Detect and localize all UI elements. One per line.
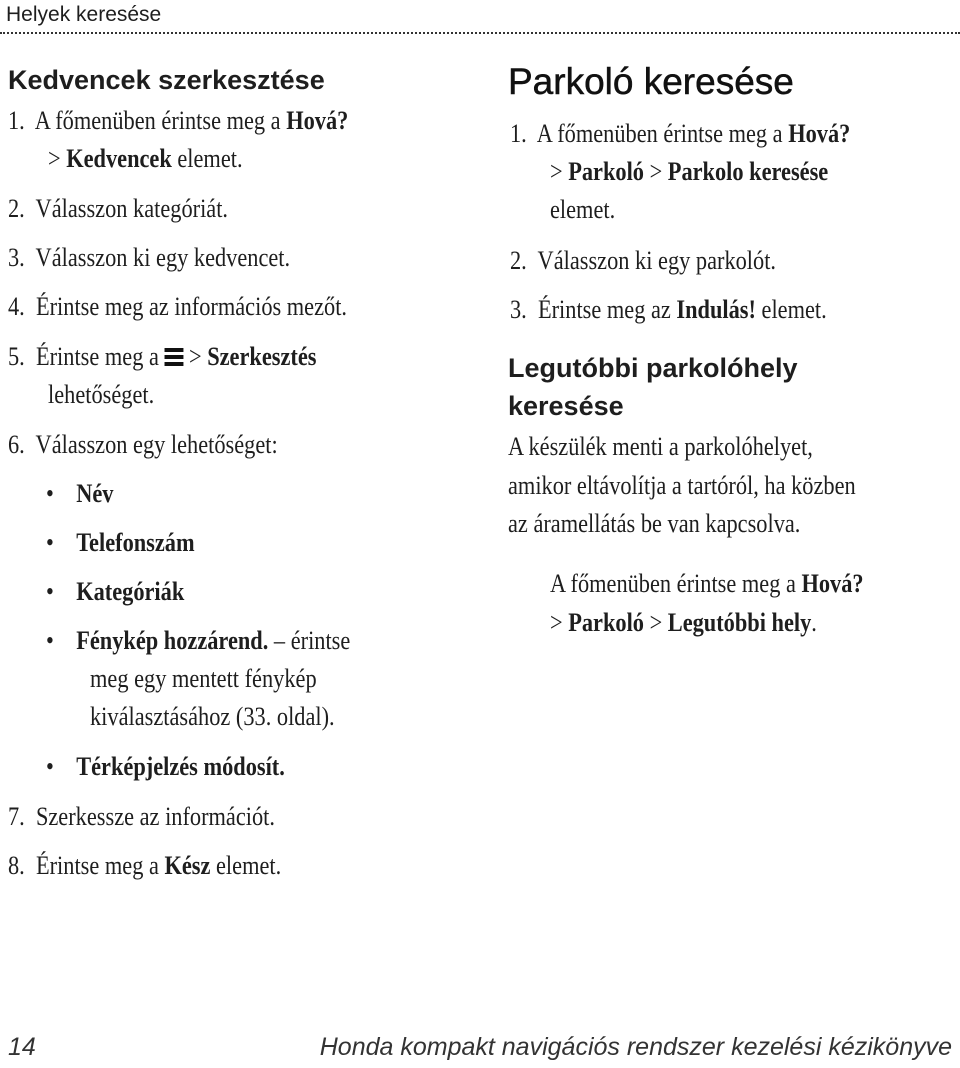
right-step-1-cont: [550, 155, 828, 189]
heading-find-parking: Parkoló keresése: [508, 61, 794, 102]
bullet-text: meg egy mentett fénykép: [90, 664, 317, 693]
right-step-1: [510, 117, 850, 151]
bullet-categories: [46, 575, 184, 609]
go-label: Indulás!: [676, 295, 756, 324]
find-parking-label: Parkolo keresése: [667, 157, 829, 186]
step-text: >: [550, 157, 569, 186]
left-step-4: [8, 290, 347, 324]
where-to-label: Hová?: [286, 106, 349, 135]
left-step-2: [8, 192, 228, 226]
last-spot-label: Legutóbbi hely: [667, 608, 812, 637]
step-text: Szerkessze az információt.: [35, 802, 275, 831]
bullet-text: kiválasztásához (33. oldal).: [90, 702, 335, 731]
bullet-icon: •: [46, 752, 54, 781]
bullet-assign-photo-cont2: [90, 700, 335, 734]
step-number: 1.: [510, 119, 527, 148]
bullet-icon: •: [46, 577, 54, 606]
bullet-assign-photo: [46, 624, 350, 658]
step-text: Válasszon egy lehetőséget:: [35, 430, 278, 459]
step-text: >: [183, 342, 208, 371]
bullet-map-symbol: [46, 750, 285, 784]
right-step-1-cont2: [550, 193, 615, 227]
step-text: elemet.: [171, 144, 243, 173]
step-text: Érintse meg a: [35, 342, 165, 371]
step-text: Érintse meg a: [35, 851, 165, 880]
step-number: 4.: [8, 292, 25, 321]
bullet-label: Fénykép hozzárend.: [76, 626, 269, 655]
paragraph-line-2: amikor eltávolítja a tartóról, ha közben: [508, 471, 856, 500]
subheading-last-parking: Legutóbbi parkolóhely: [508, 353, 798, 383]
left-step-3: [8, 241, 290, 275]
where-to-label: Hová?: [788, 119, 851, 148]
step-text: Válasszon ki egy kedvencet.: [35, 243, 291, 272]
bullet-assign-photo-cont: [90, 662, 317, 696]
step-number: 2.: [510, 246, 527, 275]
bullet-icon: •: [46, 528, 54, 557]
right-step-2: [510, 244, 776, 278]
step-text: elemet.: [210, 851, 282, 880]
subheading-last-parking-cont: keresése: [508, 391, 624, 421]
step-number: 7.: [8, 802, 25, 831]
step-text: Válasszon kategóriát.: [35, 194, 229, 223]
left-step-6: [8, 428, 278, 462]
heading-edit-favorites: Kedvencek szerkesztése: [8, 65, 325, 95]
step-text: A főmenüben érintse meg a: [536, 119, 789, 148]
bullet-label: Név: [76, 479, 114, 508]
done-label: Kész: [164, 851, 211, 880]
parking-label: Parkoló: [568, 608, 644, 637]
bullet-icon: •: [46, 626, 54, 655]
step-number: 3.: [8, 243, 25, 272]
menu-icon: [164, 348, 183, 366]
instruction-line-1: [550, 567, 864, 601]
step-number: 1.: [8, 106, 25, 135]
step-text: .: [811, 608, 817, 637]
step-text: >: [643, 157, 668, 186]
edit-label: Szerkesztés: [207, 342, 317, 371]
step-text: lehetőséget.: [48, 380, 155, 409]
parking-label: Parkoló: [568, 157, 644, 186]
step-number: 5.: [8, 342, 25, 371]
left-step-5-cont: [48, 378, 154, 412]
bullet-label: Kategóriák: [76, 577, 185, 606]
left-step-5: [8, 340, 316, 374]
left-step-7: [8, 800, 275, 834]
left-step-1-cont: [48, 142, 243, 176]
right-step-3: [510, 293, 827, 327]
left-step-8: [8, 849, 281, 883]
bullet-label: Térképjelzés módosít.: [76, 752, 285, 781]
header-divider: [0, 32, 960, 34]
bullet-text: – érintse: [268, 626, 351, 655]
step-text: >: [643, 608, 668, 637]
step-text: Válasszon ki egy parkolót.: [537, 246, 776, 275]
paragraph-line-1: A készülék menti a parkolóhelyet,: [508, 432, 813, 461]
step-number: 2.: [8, 194, 25, 223]
bullet-label: Telefonszám: [76, 528, 195, 557]
step-number: 6.: [8, 430, 25, 459]
where-to-label: Hová?: [801, 569, 864, 598]
paragraph-line-3: az áramellátás be van kapcsolva.: [508, 509, 801, 538]
bullet-phone: [46, 526, 195, 560]
bullet-name: [46, 477, 113, 511]
step-text: >: [48, 144, 67, 173]
step-text: Érintse meg az: [537, 295, 677, 324]
page-number: 14: [8, 1033, 36, 1061]
step-text: A főmenüben érintse meg a: [550, 569, 802, 598]
step-text: >: [550, 608, 569, 637]
manual-title: Honda kompakt navigációs rendszer kezelési kézikönyve: [319, 1033, 952, 1061]
favorites-label: Kedvencek: [66, 144, 172, 173]
instruction-line-2: [550, 606, 817, 640]
bullet-icon: •: [46, 479, 54, 508]
step-number: 8.: [8, 851, 25, 880]
step-text: elemet.: [755, 295, 827, 324]
step-text: A főmenüben érintse meg a: [34, 106, 287, 135]
left-step-1: [8, 104, 348, 138]
step-text: Érintse meg az információs mezőt.: [35, 292, 348, 321]
section-title: Helyek keresése: [6, 3, 162, 26]
step-text: elemet.: [550, 195, 616, 224]
step-number: 3.: [510, 295, 527, 324]
